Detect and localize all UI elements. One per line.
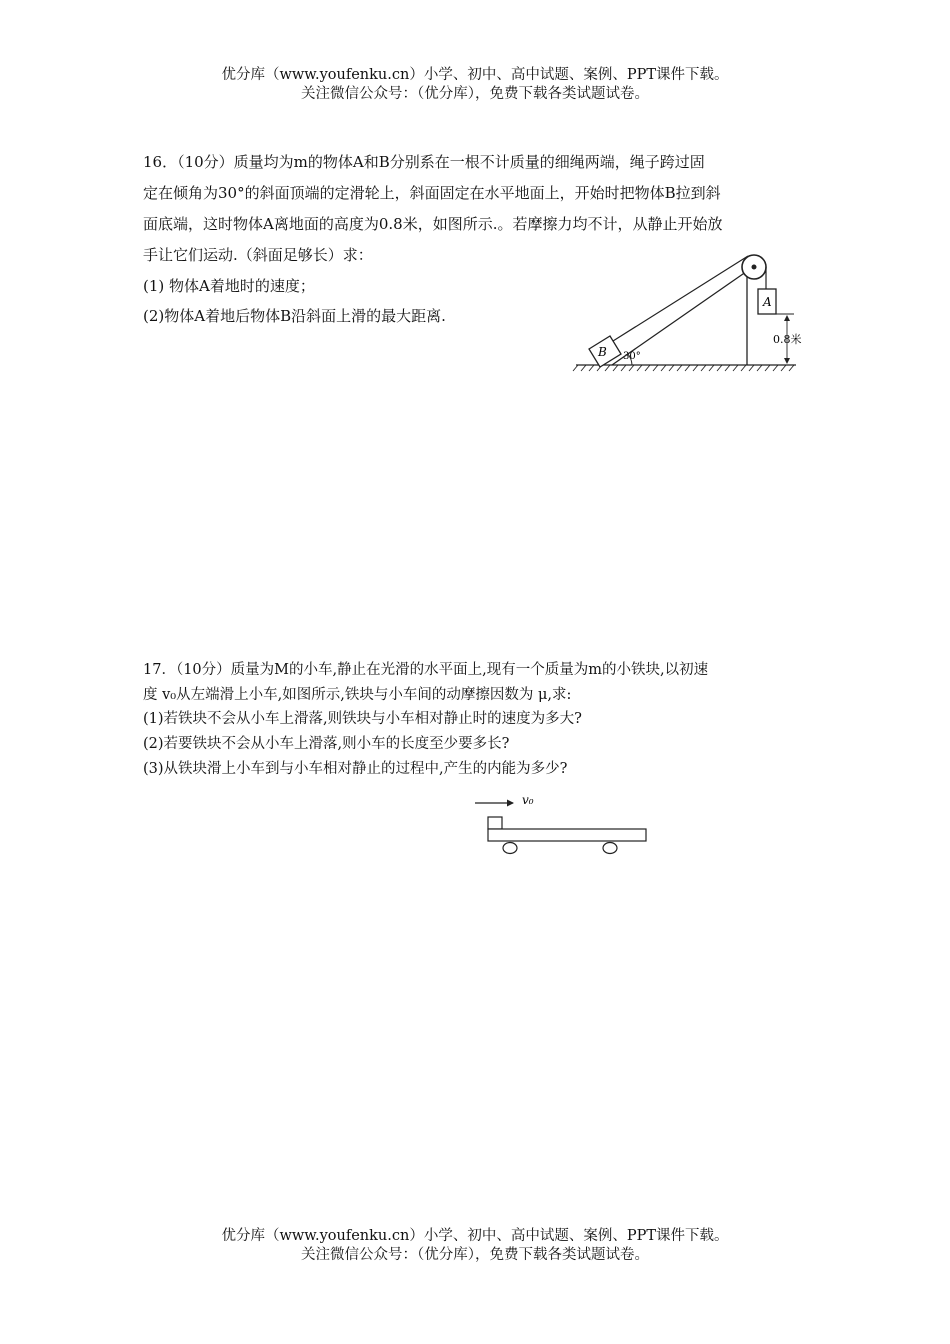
velocity-label: v₀ (522, 793, 534, 807)
rope-incline (613, 256, 748, 341)
header-line-1: 优分库（www.youfenku.cn）小学、初中、高中试题、案例、PPT课件下载。 (221, 67, 729, 83)
dimension-arrow-top (784, 315, 790, 321)
q16-line-6: (2)物体A着地后物体B沿斜面上滑的最大距离. (143, 307, 446, 325)
height-label: 0.8米 (773, 333, 802, 346)
q17-line-3: (1)若铁块不会从小车上滑落,则铁块与小车相对静止时的速度为多大? (143, 711, 582, 727)
page-footer (0, 1227, 950, 1265)
cart-wheel-right (603, 843, 617, 854)
iron-block (488, 817, 502, 829)
cart-wheel-left (503, 843, 517, 854)
q17-line-2: 度 v₀从左端滑上小车,如图所示,铁块与小车间的动摩擦因数为 μ,求: (143, 687, 572, 703)
q16-line-3: 面底端，这时物体A离地面的高度为0.8米，如图所示.。若摩擦力均不计，从静止开始放 (143, 215, 723, 233)
dimension-arrow-bottom (784, 358, 790, 364)
cart-block-diagram (470, 790, 655, 860)
angle-label: 30° (623, 351, 641, 362)
q16-line-1: 16．（10分）质量均为m的物体A和B分别系在一根不计质量的细绳两端，绳子跨过固 (143, 153, 705, 171)
footer-line-1: 优分库（www.youfenku.cn）小学、初中、高中试题、案例、PPT课件下载。 (221, 1228, 729, 1244)
q16-line-5: (1) 物体A着地时的速度； (143, 277, 315, 295)
q16-line-4: 手让它们运动.（斜面足够长）求： (143, 246, 373, 264)
block-b-label: B (598, 345, 607, 359)
q17-line-1: 17．（10分）质量为M的小车,静止在光滑的水平面上,现有一个质量为m的小铁块,以初速 (143, 662, 709, 678)
pulley-axle (752, 265, 757, 270)
header-line-2: 关注微信公众号：（优分库），免费下载各类试题试卷。 (301, 86, 649, 102)
footer-line-2: 关注微信公众号：（优分库），免费下载各类试题试卷。 (301, 1247, 649, 1263)
incline-pulley-diagram (570, 245, 815, 375)
ground-hatching (573, 365, 794, 371)
q17-line-5: (3)从铁块滑上小车到与小车相对静止的过程中,产生的内能为多少? (143, 761, 568, 777)
q16-line-2: 定在倾角为30°的斜面顶端的定滑轮上，斜面固定在水平地面上，开始时把物体B拉到斜 (143, 184, 721, 202)
page-header (0, 66, 950, 104)
block-a-label: A (763, 295, 772, 309)
cart-body (488, 829, 646, 841)
q17-line-4: (2)若要铁块不会从小车上滑落,则小车的长度至少要多长? (143, 736, 510, 752)
velocity-arrow-head (507, 800, 514, 807)
